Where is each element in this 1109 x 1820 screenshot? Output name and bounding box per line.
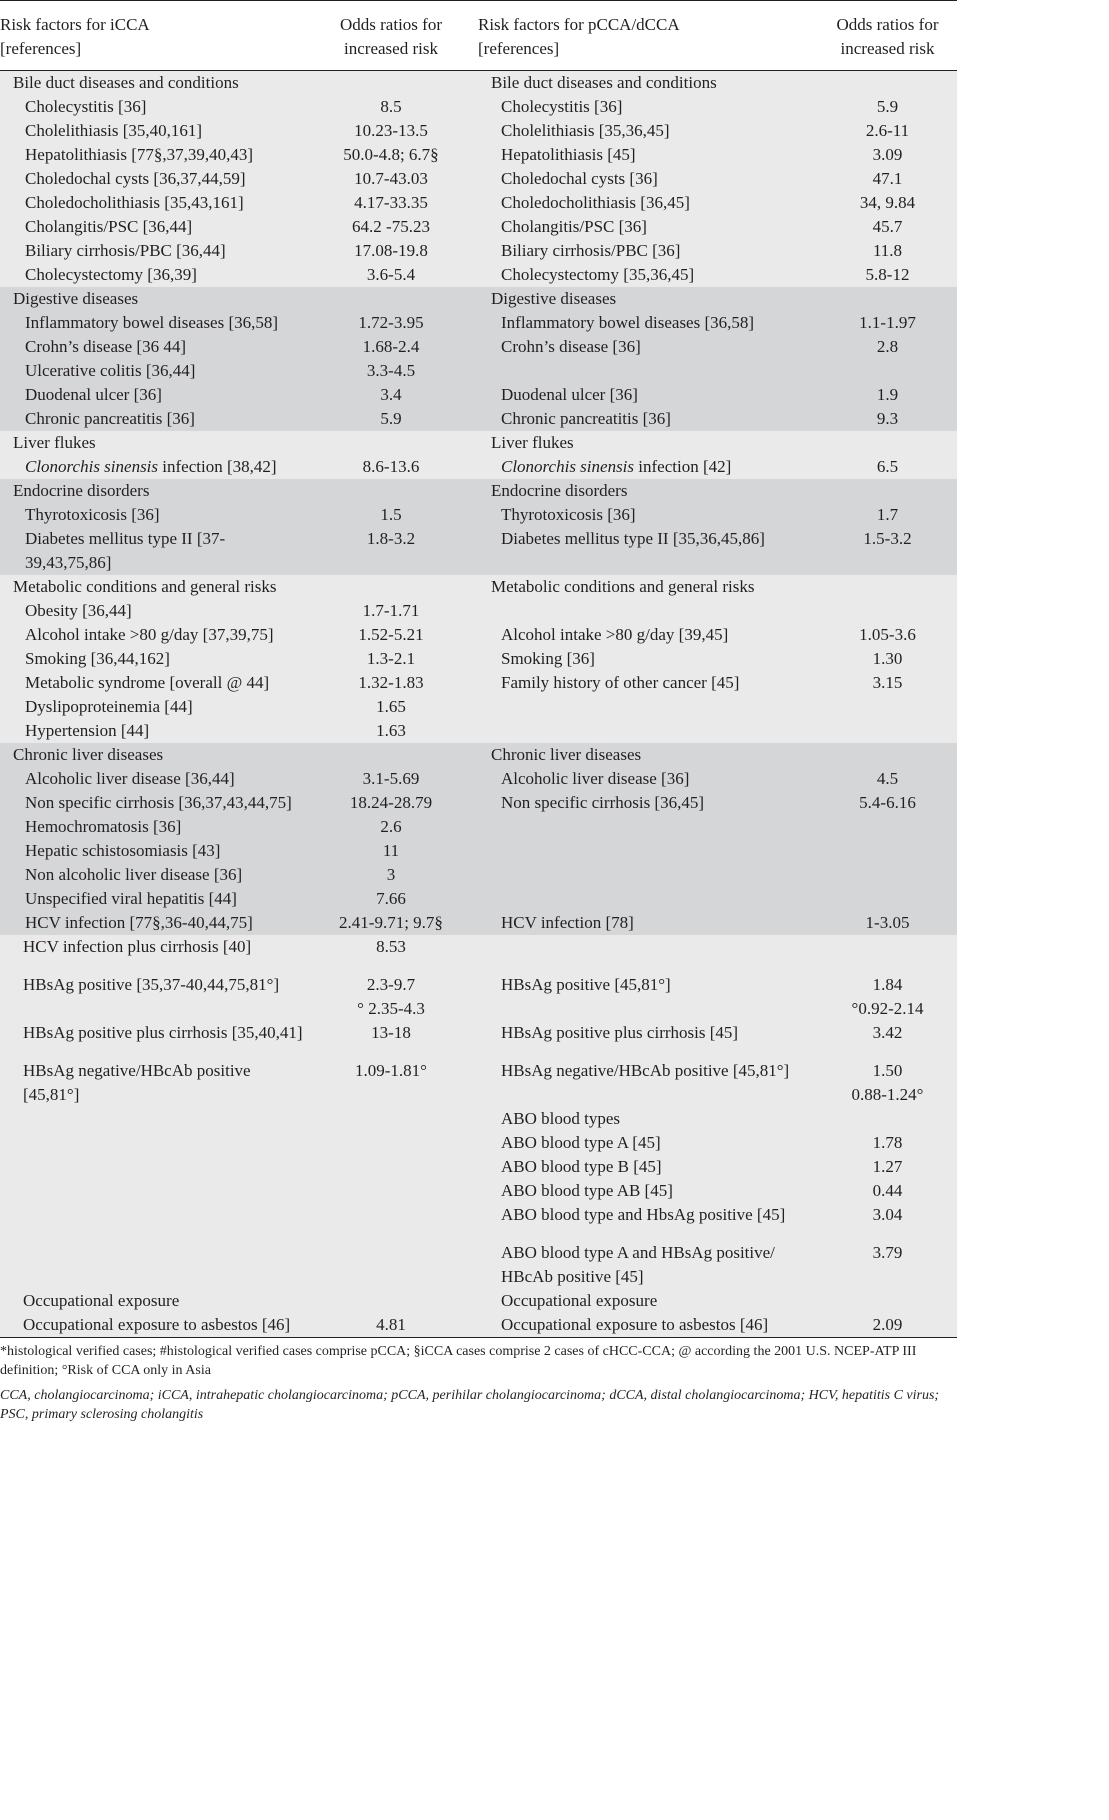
icca-risk-factor: HBsAg negative/HBcAb positive [45,81°] — [0, 1045, 304, 1107]
icca-odds-ratio: 4.81 — [304, 1313, 478, 1337]
pcca-odds-ratio: 5.8-12 — [818, 263, 957, 287]
icca-risk-factor: Occupational exposure — [0, 1289, 304, 1313]
icca-risk-factor: Hypertension [44] — [0, 719, 304, 743]
pcca-odds-ratio — [818, 359, 957, 383]
italic-species-name: Clonorchis sinensis — [25, 457, 159, 476]
table-row — [0, 215, 957, 239]
category-label-icca: Chronic liver diseases — [0, 743, 304, 767]
category-row — [0, 71, 957, 96]
icca-odds-ratio: 1.3-2.1 — [304, 647, 478, 671]
icca-risk-factor: Non alcoholic liver disease [36] — [0, 863, 304, 887]
category-label-icca: Bile duct diseases and conditions — [0, 71, 304, 96]
icca-odds-ratio: 2.41-9.71; 9.7§ — [304, 911, 478, 935]
table-row — [0, 1045, 957, 1107]
pcca-odds-ratio — [818, 839, 957, 863]
pcca-odds-ratio: 2.8 — [818, 335, 957, 359]
category-spacer — [304, 575, 478, 599]
icca-risk-factor: Chronic pancreatitis [36] — [0, 407, 304, 431]
category-spacer — [304, 431, 478, 455]
footnote-abbreviations: CCA, cholangiocarcinoma; iCCA, intrahepatic cholangiocarcinoma; pCCA, perihilar cholangiocarcinoma; dCCA, distal cholangiocarcinoma; HCV, hepatitis C virus; PSC, primary sclerosing cholangitis — [0, 1388, 940, 1422]
pcca-odds-ratio: 1-3.05 — [818, 911, 957, 935]
pcca-risk-factor: ABO blood type and HbsAg positive [45] — [478, 1203, 818, 1227]
category-label-pcca: Metabolic conditions and general risks — [478, 575, 818, 599]
icca-odds-ratio: 1.72-3.95 — [304, 311, 478, 335]
icca-odds-ratio — [304, 1289, 478, 1313]
pcca-risk-factor — [478, 695, 818, 719]
category-label-pcca: Digestive diseases — [478, 287, 818, 311]
icca-odds-ratio — [304, 1155, 478, 1179]
icca-risk-factor: Clonorchis sinensis infection [38,42] — [0, 455, 304, 479]
pcca-risk-factor: HBsAg negative/HBcAb positive [45,81°] — [478, 1045, 818, 1107]
icca-risk-factor: Unspecified viral hepatitis [44] — [0, 887, 304, 911]
table-row — [0, 767, 957, 791]
icca-odds-ratio — [304, 1131, 478, 1155]
table-row — [0, 1155, 957, 1179]
icca-risk-factor: Hepatolithiasis [77§,37,39,40,43] — [0, 143, 304, 167]
category-spacer — [304, 479, 478, 503]
pcca-odds-ratio: 3.04 — [818, 1203, 957, 1227]
category-label-icca: Metabolic conditions and general risks — [0, 575, 304, 599]
table-row — [0, 95, 957, 119]
icca-odds-ratio: 3.3-4.5 — [304, 359, 478, 383]
pcca-risk-factor — [478, 719, 818, 743]
pcca-risk-factor: Duodenal ulcer [36] — [478, 383, 818, 407]
pcca-odds-ratio — [818, 887, 957, 911]
header-pcca-odds-ratios: Odds ratios for increased risk — [818, 1, 957, 71]
pcca-odds-ratio: 47.1 — [818, 167, 957, 191]
icca-odds-ratio: 1.09-1.81° — [304, 1045, 478, 1107]
icca-odds-ratio: 64.2 -75.23 — [304, 215, 478, 239]
pcca-risk-factor — [478, 839, 818, 863]
pcca-odds-ratio: 1.7 — [818, 503, 957, 527]
table-row — [0, 911, 957, 935]
table-row — [0, 599, 957, 623]
icca-odds-ratio: 2.3-9.7 ° 2.35-4.3 — [304, 959, 478, 1021]
category-row — [0, 479, 957, 503]
table-row — [0, 1203, 957, 1227]
table-body — [0, 71, 957, 1338]
category-spacer — [304, 743, 478, 767]
table-row — [0, 647, 957, 671]
pcca-risk-factor: ABO blood type A and HBsAg positive/ HBcAb positive [45] — [478, 1227, 818, 1289]
pcca-odds-ratio: 11.8 — [818, 239, 957, 263]
icca-odds-ratio: 1.5 — [304, 503, 478, 527]
table-row — [0, 119, 957, 143]
pcca-odds-ratio — [818, 719, 957, 743]
icca-odds-ratio — [304, 1179, 478, 1203]
icca-risk-factor: Ulcerative colitis [36,44] — [0, 359, 304, 383]
category-label-pcca: Endocrine disorders — [478, 479, 818, 503]
pcca-odds-ratio — [818, 935, 957, 959]
table-row — [0, 791, 957, 815]
icca-risk-factor: HBsAg positive [35,37-40,44,75,81°] — [0, 959, 304, 1021]
table-row — [0, 719, 957, 743]
pcca-risk-factor: Occupational exposure — [478, 1289, 818, 1313]
pcca-odds-ratio: 2.6-11 — [818, 119, 957, 143]
category-spacer — [818, 287, 957, 311]
pcca-risk-factor — [478, 863, 818, 887]
pcca-risk-factor: Crohn’s disease [36] — [478, 335, 818, 359]
icca-odds-ratio: 1.65 — [304, 695, 478, 719]
pcca-risk-factor — [478, 599, 818, 623]
table-row — [0, 455, 957, 479]
table-row — [0, 887, 957, 911]
table-row — [0, 671, 957, 695]
icca-odds-ratio: 8.6-13.6 — [304, 455, 478, 479]
icca-odds-ratio — [304, 1203, 478, 1227]
table-row — [0, 503, 957, 527]
icca-risk-factor: Hepatic schistosomiasis [43] — [0, 839, 304, 863]
pcca-odds-ratio: 1.1-1.97 — [818, 311, 957, 335]
icca-risk-factor: Biliary cirrhosis/PBC [36,44] — [0, 239, 304, 263]
pcca-risk-factor: ABO blood type AB [45] — [478, 1179, 818, 1203]
icca-risk-factor: Metabolic syndrome [overall @ 44] — [0, 671, 304, 695]
pcca-risk-factor: Inflammatory bowel diseases [36,58] — [478, 311, 818, 335]
header-pcca-risk-factors: Risk factors for pCCA/dCCA [references] — [478, 1, 818, 71]
icca-risk-factor: Cholecystitis [36] — [0, 95, 304, 119]
pcca-odds-ratio — [818, 695, 957, 719]
icca-odds-ratio: 1.68-2.4 — [304, 335, 478, 359]
table-row — [0, 167, 957, 191]
icca-odds-ratio: 3.4 — [304, 383, 478, 407]
pcca-odds-ratio — [818, 599, 957, 623]
pcca-odds-ratio: 3.15 — [818, 671, 957, 695]
pcca-odds-ratio: 5.4-6.16 — [818, 791, 957, 815]
category-spacer — [818, 479, 957, 503]
table-row — [0, 1107, 957, 1131]
pcca-risk-factor: HCV infection [78] — [478, 911, 818, 935]
icca-risk-factor: Smoking [36,44,162] — [0, 647, 304, 671]
pcca-odds-ratio: 3.09 — [818, 143, 957, 167]
table-header — [0, 1, 957, 71]
pcca-odds-ratio: 1.27 — [818, 1155, 957, 1179]
icca-risk-factor: Choledocholithiasis [35,43,161] — [0, 191, 304, 215]
category-spacer — [818, 743, 957, 767]
icca-risk-factor: Alcoholic liver disease [36,44] — [0, 767, 304, 791]
icca-risk-factor — [0, 1227, 304, 1289]
pcca-risk-factor: Diabetes mellitus type II [35,36,45,86] — [478, 527, 818, 575]
icca-odds-ratio: 8.53 — [304, 935, 478, 959]
category-row — [0, 575, 957, 599]
pcca-odds-ratio: 1.78 — [818, 1131, 957, 1155]
category-spacer — [304, 71, 478, 96]
icca-odds-ratio: 3.6-5.4 — [304, 263, 478, 287]
pcca-risk-factor: Alcoholic liver disease [36] — [478, 767, 818, 791]
pcca-risk-factor: Choledocholithiasis [36,45] — [478, 191, 818, 215]
icca-risk-factor — [0, 1107, 304, 1131]
icca-odds-ratio: 7.66 — [304, 887, 478, 911]
pcca-risk-factor: Chronic pancreatitis [36] — [478, 407, 818, 431]
table-row — [0, 839, 957, 863]
pcca-odds-ratio: 45.7 — [818, 215, 957, 239]
table-row — [0, 815, 957, 839]
table-row — [0, 191, 957, 215]
pcca-risk-factor: Clonorchis sinensis infection [42] — [478, 455, 818, 479]
pcca-odds-ratio: 4.5 — [818, 767, 957, 791]
table-row — [0, 1021, 957, 1045]
icca-risk-factor: Non specific cirrhosis [36,37,43,44,75] — [0, 791, 304, 815]
pcca-odds-ratio: 5.9 — [818, 95, 957, 119]
pcca-odds-ratio — [818, 863, 957, 887]
pcca-risk-factor: HBsAg positive plus cirrhosis [45] — [478, 1021, 818, 1045]
pcca-risk-factor: Cholecystectomy [35,36,45] — [478, 263, 818, 287]
icca-odds-ratio: 5.9 — [304, 407, 478, 431]
pcca-risk-factor — [478, 359, 818, 383]
icca-risk-factor: HCV infection plus cirrhosis [40] — [0, 935, 304, 959]
italic-species-name: Clonorchis sinensis — [501, 457, 635, 476]
category-label-icca: Endocrine disorders — [0, 479, 304, 503]
table-row — [0, 239, 957, 263]
icca-odds-ratio — [304, 1107, 478, 1131]
icca-risk-factor: Diabetes mellitus type II [37-39,43,75,86] — [0, 527, 304, 575]
pcca-odds-ratio: 3.42 — [818, 1021, 957, 1045]
header-icca-odds-ratios: Odds ratios for increased risk — [304, 1, 478, 71]
pcca-odds-ratio: 34, 9.84 — [818, 191, 957, 215]
icca-risk-factor: Cholelithiasis [35,40,161] — [0, 119, 304, 143]
pcca-odds-ratio: 1.30 — [818, 647, 957, 671]
category-row — [0, 287, 957, 311]
icca-risk-factor: HCV infection [77§,36-40,44,75] — [0, 911, 304, 935]
pcca-risk-factor: Occupational exposure to asbestos [46] — [478, 1313, 818, 1337]
icca-odds-ratio: 1.32-1.83 — [304, 671, 478, 695]
table-row — [0, 143, 957, 167]
icca-risk-factor: Duodenal ulcer [36] — [0, 383, 304, 407]
category-spacer — [818, 575, 957, 599]
icca-risk-factor: Choledochal cysts [36,37,44,59] — [0, 167, 304, 191]
category-label-pcca: Bile duct diseases and conditions — [478, 71, 818, 96]
icca-risk-factor: Inflammatory bowel diseases [36,58] — [0, 311, 304, 335]
pcca-risk-factor — [478, 935, 818, 959]
table-row — [0, 527, 957, 575]
table-row — [0, 359, 957, 383]
table-row — [0, 1131, 957, 1155]
icca-odds-ratio: 1.52-5.21 — [304, 623, 478, 647]
table-row — [0, 1313, 957, 1337]
icca-risk-factor — [0, 1155, 304, 1179]
pcca-risk-factor — [478, 887, 818, 911]
icca-odds-ratio: 2.6 — [304, 815, 478, 839]
pcca-odds-ratio: 3.79 — [818, 1227, 957, 1289]
pcca-risk-factor: ABO blood type B [45] — [478, 1155, 818, 1179]
pcca-risk-factor: Cholangitis/PSC [36] — [478, 215, 818, 239]
pcca-odds-ratio: 2.09 — [818, 1313, 957, 1337]
category-spacer — [304, 287, 478, 311]
pcca-risk-factor: Family history of other cancer [45] — [478, 671, 818, 695]
icca-odds-ratio: 10.7-43.03 — [304, 167, 478, 191]
icca-risk-factor: Cholangitis/PSC [36,44] — [0, 215, 304, 239]
icca-risk-factor — [0, 1179, 304, 1203]
category-spacer — [818, 71, 957, 96]
icca-odds-ratio: 17.08-19.8 — [304, 239, 478, 263]
pcca-risk-factor: Thyrotoxicosis [36] — [478, 503, 818, 527]
icca-odds-ratio: 8.5 — [304, 95, 478, 119]
icca-odds-ratio: 11 — [304, 839, 478, 863]
table-row — [0, 383, 957, 407]
category-label-pcca: Liver flukes — [478, 431, 818, 455]
category-row — [0, 431, 957, 455]
pcca-risk-factor: ABO blood types — [478, 1107, 818, 1131]
table-row — [0, 311, 957, 335]
pcca-risk-factor: Hepatolithiasis [45] — [478, 143, 818, 167]
icca-risk-factor: Cholecystectomy [36,39] — [0, 263, 304, 287]
pcca-risk-factor: ABO blood type A [45] — [478, 1131, 818, 1155]
icca-risk-factor: Dyslipoproteinemia [44] — [0, 695, 304, 719]
table-row — [0, 1289, 957, 1313]
icca-odds-ratio: 10.23-13.5 — [304, 119, 478, 143]
pcca-odds-ratio: 1.5-3.2 — [818, 527, 957, 575]
icca-odds-ratio: 50.0-4.8; 6.7§ — [304, 143, 478, 167]
table-row — [0, 263, 957, 287]
pcca-odds-ratio: 1.84 °0.92-2.14 — [818, 959, 957, 1021]
pcca-odds-ratio — [818, 1107, 957, 1131]
footnote-symbols: *histological verified cases; #histological verified cases comprise pCCA; §iCCA cases comprise 2 cases of cHCC-CCA; @ according the 2001 U.S. NCEP-ATP III definition; °Risk of CCA only in Asia — [0, 1344, 917, 1378]
icca-risk-factor: Thyrotoxicosis [36] — [0, 503, 304, 527]
table-row — [0, 863, 957, 887]
pcca-risk-factor: Non specific cirrhosis [36,45] — [478, 791, 818, 815]
pcca-risk-factor: Alcohol intake >80 g/day [39,45] — [478, 623, 818, 647]
table-row — [0, 935, 957, 959]
pcca-odds-ratio: 6.5 — [818, 455, 957, 479]
pcca-odds-ratio: 1.9 — [818, 383, 957, 407]
icca-risk-factor: Hemochromatosis [36] — [0, 815, 304, 839]
icca-odds-ratio: 13-18 — [304, 1021, 478, 1045]
pcca-odds-ratio: 9.3 — [818, 407, 957, 431]
icca-odds-ratio: 3.1-5.69 — [304, 767, 478, 791]
header-icca-risk-factors: Risk factors for iCCA [references] — [0, 1, 304, 71]
category-row — [0, 743, 957, 767]
table-row — [0, 695, 957, 719]
pcca-odds-ratio — [818, 815, 957, 839]
pcca-risk-factor: Cholelithiasis [35,36,45] — [478, 119, 818, 143]
pcca-risk-factor — [478, 815, 818, 839]
pcca-odds-ratio: 0.44 — [818, 1179, 957, 1203]
icca-odds-ratio: 1.63 — [304, 719, 478, 743]
table-row — [0, 959, 957, 1021]
category-spacer — [818, 431, 957, 455]
icca-risk-factor — [0, 1203, 304, 1227]
category-label-icca: Digestive diseases — [0, 287, 304, 311]
icca-odds-ratio: 1.7-1.71 — [304, 599, 478, 623]
icca-risk-factor: Alcohol intake >80 g/day [37,39,75] — [0, 623, 304, 647]
pcca-risk-factor: Choledochal cysts [36] — [478, 167, 818, 191]
table-row — [0, 1179, 957, 1203]
icca-risk-factor: Obesity [36,44] — [0, 599, 304, 623]
pcca-risk-factor: Biliary cirrhosis/PBC [36] — [478, 239, 818, 263]
icca-risk-factor: Occupational exposure to asbestos [46] — [0, 1313, 304, 1337]
icca-odds-ratio — [304, 1227, 478, 1289]
table-row — [0, 623, 957, 647]
table-row — [0, 1227, 957, 1289]
icca-odds-ratio: 18.24-28.79 — [304, 791, 478, 815]
pcca-risk-factor: HBsAg positive [45,81°] — [478, 959, 818, 1021]
icca-odds-ratio: 3 — [304, 863, 478, 887]
category-label-icca: Liver flukes — [0, 431, 304, 455]
category-label-pcca: Chronic liver diseases — [478, 743, 818, 767]
table-row — [0, 335, 957, 359]
table-row — [0, 407, 957, 431]
pcca-odds-ratio — [818, 1289, 957, 1313]
pcca-risk-factor: Cholecystitis [36] — [478, 95, 818, 119]
icca-odds-ratio: 1.8-3.2 — [304, 527, 478, 575]
pcca-odds-ratio: 1.05-3.6 — [818, 623, 957, 647]
pcca-odds-ratio: 1.50 0.88-1.24° — [818, 1045, 957, 1107]
icca-risk-factor — [0, 1131, 304, 1155]
icca-risk-factor: HBsAg positive plus cirrhosis [35,40,41] — [0, 1021, 304, 1045]
icca-odds-ratio: 4.17-33.35 — [304, 191, 478, 215]
table-footnotes — [0, 1337, 957, 1424]
icca-risk-factor: Crohn’s disease [36 44] — [0, 335, 304, 359]
pcca-risk-factor: Smoking [36] — [478, 647, 818, 671]
